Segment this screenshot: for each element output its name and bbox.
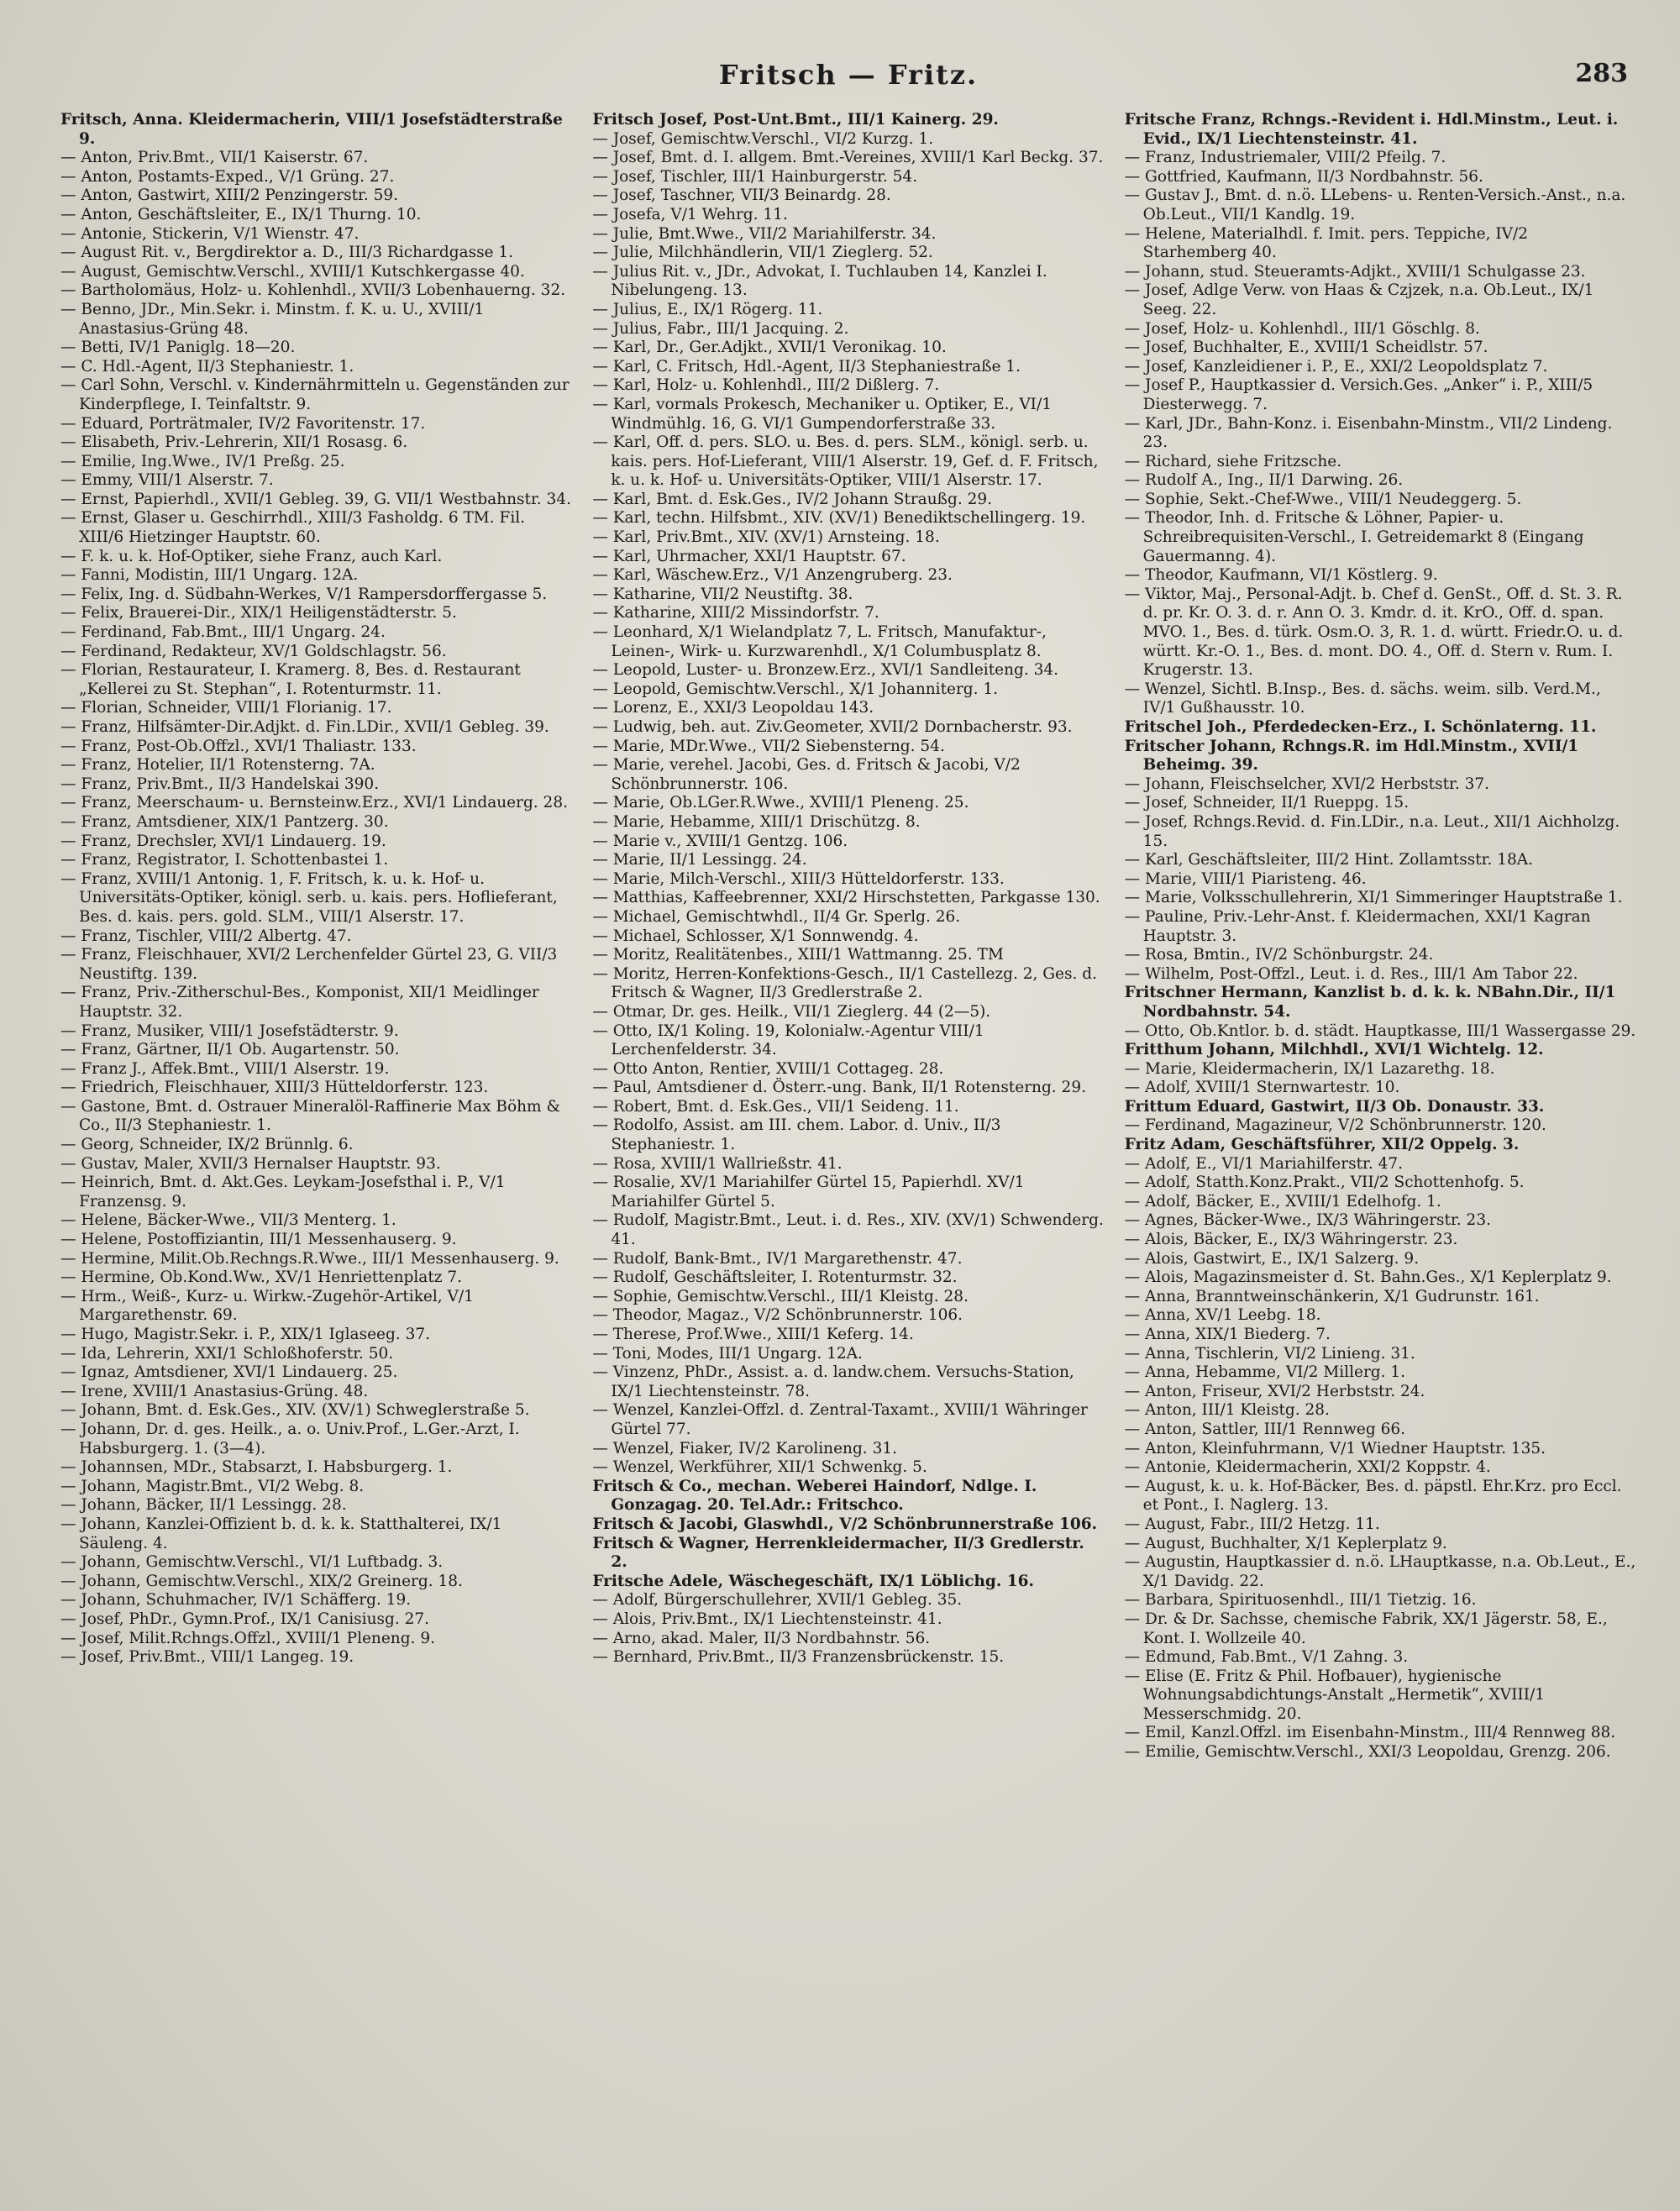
directory-entry: — August, k. u. k. Hof-Bäcker, Bes. d. päpstl. Ehr.Krz. pro Eccl. et Pont., I. Naglerg. 13. xyxy=(1124,1477,1622,1515)
directory-entry: Fritscher Johann, Rchngs.R. im Hdl.Minstm., XVII/1 Beheimg. 39. xyxy=(1124,737,1579,775)
directory-entry: — Karl, JDr., Bahn-Konz. i. Eisenbahn-Minstm., VII/2 Lindeng. 23. xyxy=(1124,414,1613,452)
directory-entry: — Wenzel, Kanzlei-Offzl. d. Zentral-Taxamt., XVIII/1 Währinger Gürtel 77. xyxy=(592,1401,1088,1438)
directory-entry: — Marie, Volksschullehrerin, XI/1 Simmeringer Hauptstraße 1. xyxy=(1124,889,1623,907)
directory-entry: — Johann, Gemischtw.Verschl., VI/1 Luftbadg. 3. xyxy=(60,1553,444,1572)
directory-entry: — Eduard, Porträtmaler, IV/2 Favoritenstr. 17. xyxy=(60,414,426,433)
directory-entry: — Johann, Gemischtw.Verschl., XIX/2 Greinerg. 18. xyxy=(60,1572,463,1590)
directory-entry: — Johann, Bäcker, II/1 Lessingg. 28. xyxy=(60,1496,347,1515)
directory-entry: Fritsch & Co., mechan. Weberei Haindorf, Ndlge. I. Gonzagag. 20. Tel.Adr.: Fritschco. xyxy=(592,1477,1037,1515)
page-header xyxy=(60,59,1636,111)
directory-entry: — Rudolf, Bank-Bmt., IV/1 Margarethenstr. 47. xyxy=(592,1249,963,1268)
directory-entry: — Anna, XIX/1 Biederg. 7. xyxy=(1124,1326,1331,1343)
directory-entry: — Fanni, Modistin, III/1 Ungarg. 12A. xyxy=(60,566,359,585)
directory-entry: — Toni, Modes, III/1 Ungarg. 12A. xyxy=(592,1344,863,1363)
directory-entry: — Adolf, Bürgerschullehrer, XVII/1 Gebleg. 35. xyxy=(592,1591,963,1610)
directory-entry: — Agnes, Bäcker-Wwe., IX/3 Währingerstr. 23. xyxy=(1124,1211,1491,1230)
directory-entry: — August, Gemischtw.Verschl., XVIII/1 Kutschkergasse 40. xyxy=(60,262,525,281)
directory-entry: — Josefa, V/1 Wehrg. 11. xyxy=(592,205,788,223)
directory-entry: — Johannsen, MDr., Stabsarzt, I. Habsburgerg. 1. xyxy=(60,1458,453,1477)
directory-entry: Fritschel Joh., Pferdedecken-Erz., I. Schönlaterng. 11. xyxy=(1124,718,1597,736)
directory-entry: — Franz, XVIII/1 Antonig. 1, F. Fritsch, k. u. k. Hof- u. Universitäts-Optiker, königl. serb. u. kais. pers. Hoflieferant, Bes. d. kais. pers. gold. SLM., VIII/1 Alserstr. 17. xyxy=(60,869,558,926)
column-3 xyxy=(1125,111,1636,2186)
directory-entry: — Irene, XVIII/1 Anastasius-Grüng. 48. xyxy=(60,1382,369,1400)
directory-entry: — Theodor, Inh. d. Fritsche & Löhner, Papier- u. Schreibrequisiten-Verschl., I. Getreidemarkt 8 (Eingang Gauermanng. 4). xyxy=(1124,509,1584,565)
directory-entry: — Felix, Brauerei-Dir., XIX/1 Heiligenstädterstr. 5. xyxy=(60,604,457,622)
directory-entry: — Josef, Kanzleidiener i. P., E., XXI/2 Leopoldsplatz 7. xyxy=(1124,357,1548,376)
directory-entry: Fritsch & Wagner, Herrenkleidermacher, II/3 Gredlerstr. 2. xyxy=(592,1534,1084,1572)
directory-entry: — Pauline, Priv.-Lehr-Anst. f. Kleidermachen, XXI/1 Kagran Hauptstr. 3. xyxy=(1124,907,1591,945)
directory-entry: — Leopold, Gemischtw.Verschl., X/1 Johanniterg. 1. xyxy=(592,680,999,698)
directory-entry: — Georg, Schneider, IX/2 Brünnlg. 6. xyxy=(60,1136,354,1154)
directory-entry: — Michael, Schlosser, X/1 Sonnwendg. 4. xyxy=(592,927,919,945)
directory-entry: — August Rit. v., Bergdirektor a. D., III/3 Richardgasse 1. xyxy=(60,244,514,262)
directory-entry: — Anton, Postamts-Exped., V/1 Grüng. 27. xyxy=(60,167,395,186)
directory-entry: — Otmar, Dr. ges. Heilk., VII/1 Zieglerg. 44 (2—5). xyxy=(592,1002,991,1021)
directory-entry: — Florian, Schneider, VIII/1 Florianig. 17. xyxy=(60,699,392,717)
directory-entry: — Marie, VIII/1 Piaristeng. 46. xyxy=(1124,869,1367,888)
directory-entry: — Alois, Gastwirt, E., IX/1 Salzerg. 9. xyxy=(1124,1249,1420,1268)
directory-entry: — Franz, Drechsler, XVI/1 Lindauerg. 19. xyxy=(60,832,386,850)
directory-entry: — Julius Rit. v., JDr., Advokat, I. Tuchlauben 14, Kanzlei I. Nibelungeng. 13. xyxy=(592,262,1047,300)
directory-entry: — Robert, Bmt. d. Esk.Ges., VII/1 Seideng. 11. xyxy=(592,1097,959,1116)
directory-entry: — Sophie, Gemischtw.Verschl., III/1 Kleistg. 28. xyxy=(592,1287,969,1305)
directory-entry: — Johann, Fleischselcher, XVI/2 Herbststr. 37. xyxy=(1124,775,1490,793)
directory-entry: — Anna, Branntweinschänkerin, X/1 Gudrunstr. 161. xyxy=(1124,1287,1540,1305)
directory-entry: — Ignaz, Amtsdiener, XVI/1 Lindauerg. 25. xyxy=(60,1363,398,1382)
directory-entry: — Helene, Bäcker-Wwe., VII/3 Menterg. 1. xyxy=(60,1211,396,1230)
directory-entry: — Karl, Holz- u. Kohlenhdl., III/2 Dißlerg. 7. xyxy=(592,376,940,395)
directory-entry: Fritsche Adele, Wäschegeschäft, IX/1 Löblichg. 16. xyxy=(592,1572,1034,1590)
directory-entry: — Bernhard, Priv.Bmt., II/3 Franzensbrückenstr. 15. xyxy=(592,1648,1005,1667)
directory-entry: — Marie v., XVIII/1 Gentzg. 106. xyxy=(592,832,848,850)
directory-entry: — Franz, Priv.-Zitherschul-Bes., Komponist, XII/1 Meidlinger Hauptstr. 32. xyxy=(60,984,539,1021)
directory-entry: — Karl, Bmt. d. Esk.Ges., IV/2 Johann Straußg. 29. xyxy=(592,490,993,508)
directory-entry: Fritsche Franz, Rchngs.-Revident i. Hdl.Minstm., Leut. i. Evid., IX/1 Liechtensteinstr. 41. xyxy=(1124,111,1619,148)
directory-entry: — Johann, Bmt. d. Esk.Ges., XIV. (XV/1) Schweglerstraße 5. xyxy=(60,1401,530,1420)
directory-entry: — Wenzel, Sichtl. B.Insp., Bes. d. sächs. weim. silb. Verd.M., IV/1 Gußhausstr. 10. xyxy=(1124,680,1601,717)
directory-entry: — Josef, Milit.Rchngs.Offzl., XVIII/1 Pleneng. 9. xyxy=(60,1629,435,1647)
directory-entry: — Josef, Bmt. d. I. allgem. Bmt.-Vereines, XVIII/1 Karl Beckg. 37. xyxy=(592,149,1104,167)
directory-entry: — Vinzenz, PhDr., Assist. a. d. landw.chem. Versuchs-Station, IX/1 Liechtensteinstr. 78. xyxy=(592,1363,1074,1400)
directory-entry: — Hugo, Magistr.Sekr. i. P., XIX/1 Iglaseeg. 37. xyxy=(60,1326,430,1343)
directory-entry: — Anton, Sattler, III/1 Rennweg 66. xyxy=(1124,1420,1406,1438)
directory-entry: — Theodor, Kaufmann, VI/1 Köstlerg. 9. xyxy=(1124,566,1438,585)
directory-entry: — Josef, Adlge Verw. von Haas & Czjzek, n.a. Ob.Leut., IX/1 Seeg. 22. xyxy=(1124,281,1594,318)
directory-entry: — Viktor, Maj., Personal-Adjt. b. Chef d. GenSt., Off. d. St. 3. R. d. pr. Kr. O. 3. d. r. Ann O. 3. Kmdr. d. it. KrO., Off. d. span. MVO. 1., Bes. d. türk. Osm.O. 3, R. 1. d. württ. Friedr.O. u. d. württ. Kr.-O. 1., Bes. d. mont. DO. 4., Off. d. Stern v. Rum. I. Krugerstr. 13. xyxy=(1124,585,1624,680)
directory-entry: — Johann, Magistr.Bmt., VI/2 Webg. 8. xyxy=(60,1477,365,1495)
directory-entry: — Emilie, Gemischtw.Verschl., XXI/3 Leopoldau, Grenzg. 206. xyxy=(1124,1743,1611,1762)
directory-entry: — Alois, Bäcker, E., IX/3 Währingerstr. 23. xyxy=(1124,1231,1458,1249)
directory-entry: — Felix, Ing. d. Südbahn-Werkes, V/1 Rampersdorffergasse 5. xyxy=(60,585,548,603)
directory-entry: — Franz, Hotelier, II/1 Rotensterng. 7A. xyxy=(60,756,375,775)
directory-entry: — Karl, techn. Hilfsbmt., XIV. (XV/1) Benediktschellingerg. 19. xyxy=(592,509,1086,528)
column-2 xyxy=(592,111,1104,2186)
directory-entry: — Marie, MDr.Wwe., VII/2 Siebensterng. 54. xyxy=(592,737,945,755)
directory-entry: — Ludwig, beh. aut. Ziv.Geometer, XVII/2 Dornbacherstr. 93. xyxy=(592,718,1073,736)
directory-entry: — Johann, stud. Steueramts-Adjkt., XVIII/1 Schulgasse 23. xyxy=(1124,262,1586,281)
directory-entry: — Adolf, Bäcker, E., XVIII/1 Edelhofg. 1. xyxy=(1124,1192,1441,1211)
directory-entry: — Josef, Holz- u. Kohlenhdl., III/1 Göschlg. 8. xyxy=(1124,319,1480,338)
directory-entry: — Julie, Milchhändlerin, VII/1 Zieglerg. 52. xyxy=(592,244,933,262)
directory-entry: — Benno, JDr., Min.Sekr. i. Minstm. f. K. u. U., XVIII/1 Anastasius-Grüng 48. xyxy=(60,300,485,338)
directory-entry: — Theodor, Magaz., V/2 Schönbrunnerstr. 106. xyxy=(592,1306,963,1325)
directory-entry: — Adolf, E., VI/1 Mariahilferstr. 47. xyxy=(1124,1154,1404,1173)
directory-entry: — Marie, II/1 Lessingg. 24. xyxy=(592,851,807,869)
directory-entry: — Franz, Priv.Bmt., II/3 Handelskai 390. xyxy=(60,775,380,793)
directory-entry: — Wenzel, Fiaker, IV/2 Karolineng. 31. xyxy=(592,1439,897,1457)
directory-entry: — Elisabeth, Priv.-Lehrerin, XII/1 Rosasg. 6. xyxy=(60,433,408,452)
directory-entry: — Richard, siehe Fritzsche. xyxy=(1124,452,1342,470)
directory-entry: — Elise (E. Fritz & Phil. Hofbauer), hygienische Wohnungsabdichtungs-Anstalt „Hermetik“, XVIII/1 Messerschmidg. 20. xyxy=(1124,1667,1546,1723)
directory-entry: — Rosalie, XV/1 Mariahilfer Gürtel 15, Papierhdl. XV/1 Mariahilfer Gürtel 5. xyxy=(592,1174,1025,1211)
directory-entry: — Marie, Kleidermacherin, IX/1 Lazarethg. 18. xyxy=(1124,1059,1495,1078)
page-number: 283 xyxy=(1575,59,1628,88)
directory-entry: — Anton, Geschäftsleiter, E., IX/1 Thurng. 10. xyxy=(60,205,422,223)
directory-entry: — Arno, akad. Maler, II/3 Nordbahnstr. 56. xyxy=(592,1629,931,1647)
directory-entry: — Rudolf A., Ing., II/1 Darwing. 26. xyxy=(1124,471,1404,490)
directory-entry: — Gastone, Bmt. d. Ostrauer Mineralöl-Raffinerie Max Böhm & Co., II/3 Stephaniestr. 1. xyxy=(60,1097,560,1135)
directory-entry: — Otto, IX/1 Koling. 19, Kolonialw.-Agentur VIII/1 Lerchenfelderstr. 34. xyxy=(592,1021,984,1059)
directory-entry: — Otto Anton, Rentier, XVIII/1 Cottageg. 28. xyxy=(592,1059,944,1078)
directory-entry: — Moritz, Realitätenbes., XIII/1 Wattmanng. 25. TM xyxy=(592,946,1004,964)
directory-entry: — Matthias, Kaffeebrenner, XXI/2 Hirschstetten, Parkgasse 130. xyxy=(592,889,1100,907)
directory-entry: — Karl, C. Fritsch, Hdl.-Agent, II/3 Stephaniestraße 1. xyxy=(592,357,1021,376)
directory-entry: — Karl, vormals Prokesch, Mechaniker u. Optiker, E., VI/1 Windmühlg. 16, G. VI/1 Gumpendorferstraße 33. xyxy=(592,395,1052,433)
directory-entry: — Ernst, Papierhdl., XVII/1 Gebleg. 39, G. VII/1 Westbahnstr. 34. xyxy=(60,490,571,508)
directory-entry: — Johann, Schuhmacher, IV/1 Schäfferg. 19. xyxy=(60,1591,412,1610)
directory-entry: — Gustav, Maler, XVII/3 Hernalser Hauptstr. 93. xyxy=(60,1154,441,1173)
directory-entry: — Rosa, Bmtin., IV/2 Schönburgstr. 24. xyxy=(1124,946,1434,964)
directory-entry: Fritschner Hermann, Kanzlist b. d. k. k. NBahn.Dir., II/1 Nordbahnstr. 54. xyxy=(1124,984,1616,1021)
directory-entry: — Franz, Fleischhauer, XVI/2 Lerchenfelder Gürtel 23, G. VII/3 Neustiftg. 139. xyxy=(60,946,558,983)
directory-entry: — Anton, Kleinfuhrmann, V/1 Wiedner Hauptstr. 135. xyxy=(1124,1439,1546,1457)
directory-entry: — Carl Sohn, Verschl. v. Kindernährmitteln u. Gegenständen zur Kinderpflege, I. Teinfaltstr. 9. xyxy=(60,376,570,413)
directory-entry: — Marie, Milch-Verschl., XIII/3 Hütteldorferstr. 133. xyxy=(592,869,1005,888)
directory-entry: — Adolf, XVIII/1 Sternwartestr. 10. xyxy=(1124,1079,1400,1097)
directory-entry: — Helene, Postoffiziantin, III/1 Messenhauserg. 9. xyxy=(60,1231,457,1249)
directory-entry: — Rodolfo, Assist. am III. chem. Labor. d. Univ., II/3 Stephaniestr. 1. xyxy=(592,1116,1001,1154)
directory-entry: — August, Fabr., III/2 Hetzg. 11. xyxy=(1124,1515,1380,1533)
directory-entry: — Rudolf, Geschäftsleiter, I. Rotenturmstr. 32. xyxy=(592,1268,958,1287)
directory-entry: — Johann, Dr. d. ges. Heilk., a. o. Univ.Prof., L.Ger.-Arzt, I. Habsburgerg. 1. (3—4). xyxy=(60,1420,520,1457)
directory-entry: — Katharine, VII/2 Neustiftg. 38. xyxy=(592,585,853,603)
directory-entry: — Marie, Hebamme, XIII/1 Drischützg. 8. xyxy=(592,812,921,831)
directory-entry: — Anna, Tischlerin, VI/2 Linieng. 31. xyxy=(1124,1344,1415,1363)
directory-entry: — Otto, Ob.Kntlor. b. d. städt. Hauptkasse, III/1 Wassergasse 29. xyxy=(1124,1021,1636,1040)
directory-entry: — Ferdinand, Magazineur, V/2 Schönbrunnerstr. 120. xyxy=(1124,1116,1546,1135)
directory-entry: — Katharine, XIII/2 Missindorfstr. 7. xyxy=(592,604,879,622)
directory-entry: — Anton, Friseur, XVI/2 Herbststr. 24. xyxy=(1124,1382,1425,1400)
directory-entry: — Hermine, Ob.Kond.Ww., XV/1 Henriettenplatz 7. xyxy=(60,1268,463,1287)
directory-entry: — Julius, Fabr., III/1 Jacquing. 2. xyxy=(592,319,849,338)
directory-entry: — Dr. & Dr. Sachsse, chemische Fabrik, XX/1 Jägerstr. 58, E., Kont. I. Wollzeile 40. xyxy=(1124,1610,1608,1647)
directory-entry: — Franz, Tischler, VIII/2 Albertg. 47. xyxy=(60,927,352,945)
directory-entry: — Antonie, Stickerin, V/1 Wienstr. 47. xyxy=(60,224,360,243)
directory-entry: — Rosa, XVIII/1 Wallrießstr. 41. xyxy=(592,1154,843,1173)
directory-entry: — Josef, Gemischtw.Verschl., VI/2 Kurzg. 1. xyxy=(592,129,934,148)
directory-entry: — Augustin, Hauptkassier d. n.ö. LHauptkasse, n.a. Ob.Leut., E., X/1 Davidg. 22. xyxy=(1124,1553,1636,1590)
directory-entry: — Michael, Gemischtwhdl., II/4 Gr. Sperlg. 26. xyxy=(592,907,961,926)
directory-entry: — Josef, Buchhalter, E., XVIII/1 Scheidlstr. 57. xyxy=(1124,339,1488,357)
directory-entry: — Karl, Uhrmacher, XXI/1 Hauptstr. 67. xyxy=(592,547,906,565)
directory-entry: — Ferdinand, Fab.Bmt., III/1 Ungarg. 24. xyxy=(60,623,386,642)
entry-columns xyxy=(60,111,1636,2186)
directory-entry: Fritsch Josef, Post-Unt.Bmt., III/1 Kainerg. 29. xyxy=(592,111,999,129)
directory-entry: — Therese, Prof.Wwe., XIII/1 Keferg. 14. xyxy=(592,1326,914,1343)
directory-entry: — Moritz, Herren-Konfektions-Gesch., II/1 Castellezg. 2, Ges. d. Fritsch & Wagner, II/3 Gredlerstraße 2. xyxy=(592,964,1097,1002)
directory-entry: — Anna, Hebamme, VI/2 Millerg. 1. xyxy=(1124,1363,1406,1382)
directory-entry: — Friedrich, Fleischhauer, XIII/3 Hütteldorferstr. 123. xyxy=(60,1079,489,1097)
directory-entry: — Franz, Musiker, VIII/1 Josefstädterstr. 9. xyxy=(60,1021,399,1040)
directory-entry: — Josef, Tischler, III/1 Hainburgerstr. 54. xyxy=(592,167,918,186)
directory-entry: — Rudolf, Magistr.Bmt., Leut. i. d. Res., XIV. (XV/1) Schwenderg. 41. xyxy=(592,1211,1104,1249)
running-title: Fritsch — Fritz. xyxy=(718,59,979,91)
directory-entry: — Ernst, Glaser u. Geschirrhdl., XIII/3 Fasholdg. 6 TM. Fil. XIII/6 Hietzinger Hauptstr. 60. xyxy=(60,509,526,547)
directory-entry: Fritsch & Jacobi, Glaswhdl., V/2 Schönbrunnerstraße 106. xyxy=(592,1515,1098,1533)
directory-entry: — Karl, Geschäftsleiter, III/2 Hint. Zollamtsstr. 18A. xyxy=(1124,851,1534,869)
directory-entry: Fritsch, Anna. Kleidermacherin, VIII/1 Josefstädterstraße 9. xyxy=(60,111,563,148)
directory-entry: — Josef, PhDr., Gymn.Prof., IX/1 Canisiusg. 27. xyxy=(60,1610,430,1628)
directory-entry: Fritthum Johann, Milchhdl., XVI/1 Wichtelg. 12. xyxy=(1124,1041,1544,1059)
directory-entry: — Karl, Wäschew.Erz., V/1 Anzengruberg. 23. xyxy=(592,566,953,585)
directory-entry: — Franz, Registrator, I. Schottenbastei 1. xyxy=(60,851,389,869)
directory-entry: — Karl, Off. d. pers. SLO. u. Bes. d. pers. SLM., königl. serb. u. kais. pers. Hof-Lieferant, VIII/1 Alserstr. 19, Gef. d. F. Fritsch, k. u. k. Hof- u. Universitäts-Optiker, VIII/1 Alserstr. 17. xyxy=(592,433,1099,490)
directory-entry: — Julie, Bmt.Wwe., VII/2 Mariahilferstr. 34. xyxy=(592,224,937,243)
directory-entry: — Franz J., Affek.Bmt., VIII/1 Alserstr. 19. xyxy=(60,1059,390,1078)
directory-entry: — Marie, Ob.LGer.R.Wwe., XVIII/1 Pleneng. 25. xyxy=(592,794,969,812)
directory-entry: — Helene, Materialhdl. f. Imit. pers. Teppiche, IV/2 Starhemberg 40. xyxy=(1124,224,1529,262)
directory-entry: — Julius, E., IX/1 Rögerg. 11. xyxy=(592,300,823,318)
directory-entry: — Franz, Post-Ob.Offzl., XVI/1 Thaliastr. 133. xyxy=(60,737,417,755)
directory-entry: — August, Buchhalter, X/1 Keplerplatz 9. xyxy=(1124,1534,1447,1552)
directory-entry: Fritz Adam, Geschäftsführer, XII/2 Oppelg. 3. xyxy=(1124,1136,1520,1154)
directory-entry: — Karl, Priv.Bmt., XIV. (XV/1) Arnsteing. 18. xyxy=(592,528,940,547)
directory-entry: — Gustav J., Bmt. d. n.ö. LLebens- u. Renten-Versich.-Anst., n.a. Ob.Leut., VII/1 Kandlg. 19. xyxy=(1124,186,1626,223)
directory-entry: — Anna, XV/1 Leebg. 18. xyxy=(1124,1306,1321,1325)
directory-entry: — Heinrich, Bmt. d. Akt.Ges. Leykam-Josefsthal i. P., V/1 Franzensg. 9. xyxy=(60,1174,506,1211)
directory-entry: — Leonhard, X/1 Wielandplatz 7, L. Fritsch, Manufaktur-, Leinen-, Wirk- u. Kurzwarenhdl., X/1 Columbusplatz 8. xyxy=(592,623,1047,660)
directory-entry: — Leopold, Luster- u. Bronzew.Erz., XVI/1 Sandleiteng. 34. xyxy=(592,661,1059,680)
directory-entry: — Josef, Rchngs.Revid. d. Fin.LDir., n.a. Leut., XII/1 Aichholzg. 15. xyxy=(1124,812,1620,850)
directory-entry: Frittum Eduard, Gastwirt, II/3 Ob. Donaustr. 33. xyxy=(1124,1097,1545,1116)
directory-entry: — Franz, Hilfsämter-Dir.Adjkt. d. Fin.LDir., XVII/1 Gebleg. 39. xyxy=(60,718,549,736)
directory-entry: — Franz, Amtsdiener, XIX/1 Pantzerg. 30. xyxy=(60,812,389,831)
directory-entry: — Lorenz, E., XXI/3 Leopoldau 143. xyxy=(592,699,874,717)
directory-entry: — Wilhelm, Post-Offzl., Leut. i. d. Res., III/1 Am Tabor 22. xyxy=(1124,964,1578,983)
directory-entry: — Ida, Lehrerin, XXI/1 Schloßhoferstr. 50. xyxy=(60,1344,394,1363)
directory-entry: — Franz, Gärtner, II/1 Ob. Augartenstr. 50. xyxy=(60,1041,400,1059)
directory-entry: — Emmy, VIII/1 Alserstr. 7. xyxy=(60,471,274,490)
directory-entry: — Hrm., Weiß-, Kurz- u. Wirkw.-Zugehör-Artikel, V/1 Margarethenstr. 69. xyxy=(60,1287,474,1325)
directory-entry: — Josef, Taschner, VII/3 Beinardg. 28. xyxy=(592,186,891,205)
directory-entry: — Franz, Industriemaler, VIII/2 Pfeilg. 7. xyxy=(1124,149,1446,167)
directory-entry: — Alois, Priv.Bmt., IX/1 Liechtensteinstr. 41. xyxy=(592,1610,942,1628)
directory-entry: — Gottfried, Kaufmann, II/3 Nordbahnstr. 56. xyxy=(1124,167,1483,186)
directory-entry: — Karl, Dr., Ger.Adjkt., XVII/1 Veronikag. 10. xyxy=(592,339,947,357)
directory-entry: — Paul, Amtsdiener d. Österr.-ung. Bank, II/1 Rotensterng. 29. xyxy=(592,1079,1086,1097)
directory-entry: — Sophie, Sekt.-Chef-Wwe., VIII/1 Neudeggerg. 5. xyxy=(1124,490,1522,508)
directory-entry: — Emilie, Ing.Wwe., IV/1 Preßg. 25. xyxy=(60,452,345,470)
column-1 xyxy=(60,111,572,2186)
directory-entry: — Marie, verehel. Jacobi, Ges. d. Fritsch & Jacobi, V/2 Schönbrunnerstr. 106. xyxy=(592,756,1021,793)
directory-entry: — Franz, Meerschaum- u. Bernsteinw.Erz., XVI/1 Lindauerg. 28. xyxy=(60,794,568,812)
directory-entry: — Johann, Kanzlei-Offizient b. d. k. k. Statthalterei, IX/1 Säuleng. 4. xyxy=(60,1515,502,1552)
directory-entry: — Edmund, Fab.Bmt., V/1 Zahng. 3. xyxy=(1124,1648,1409,1667)
directory-entry: — Josef P., Hauptkassier d. Versich.Ges. „Anker“ i. P., XIII/5 Diesterwegg. 7. xyxy=(1124,376,1593,413)
directory-entry: — Anton, Priv.Bmt., VII/1 Kaiserstr. 67. xyxy=(60,149,369,167)
directory-entry: — Wenzel, Werkführer, XII/1 Schwenkg. 5. xyxy=(592,1458,927,1477)
directory-entry: — Hermine, Milit.Ob.Rechngs.R.Wwe., III/1 Messenhauserg. 9. xyxy=(60,1249,559,1268)
directory-entry: — Adolf, Statth.Konz.Prakt., VII/2 Schottenhofg. 5. xyxy=(1124,1174,1525,1192)
directory-entry: — Emil, Kanzl.Offzl. im Eisenbahn-Minstm., III/4 Rennweg 88. xyxy=(1124,1724,1616,1742)
directory-entry: — Betti, IV/1 Paniglg. 18—20. xyxy=(60,339,296,357)
directory-entry: — Ferdinand, Redakteur, XV/1 Goldschlagstr. 56. xyxy=(60,642,447,660)
directory-entry: — Bartholomäus, Holz- u. Kohlenhdl., XVII/3 Lobenhauerng. 32. xyxy=(60,281,566,300)
directory-entry: — Josef, Schneider, II/1 Rueppg. 15. xyxy=(1124,794,1410,812)
directory-entry: — Florian, Restaurateur, I. Kramerg. 8, Bes. d. Restaurant „Kellerei zu St. Stephan“, I. Rotenturmstr. 11. xyxy=(60,661,521,698)
directory-entry: — Barbara, Spirituosenhdl., III/1 Tietzig. 16. xyxy=(1124,1591,1477,1610)
directory-entry: — Antonie, Kleidermacherin, XXI/2 Koppstr. 4. xyxy=(1124,1458,1491,1477)
directory-entry: — Anton, III/1 Kleistg. 28. xyxy=(1124,1401,1330,1420)
directory-entry: — C. Hdl.-Agent, II/3 Stephaniestr. 1. xyxy=(60,357,354,376)
directory-entry: — F. k. u. k. Hof-Optiker, siehe Franz, auch Karl. xyxy=(60,547,443,565)
directory-entry: — Alois, Magazinsmeister d. St. Bahn.Ges., X/1 Keplerplatz 9. xyxy=(1124,1268,1612,1287)
directory-entry: — Anton, Gastwirt, XIII/2 Penzingerstr. 59. xyxy=(60,186,399,205)
directory-entry: — Josef, Priv.Bmt., VIII/1 Langeg. 19. xyxy=(60,1648,354,1667)
